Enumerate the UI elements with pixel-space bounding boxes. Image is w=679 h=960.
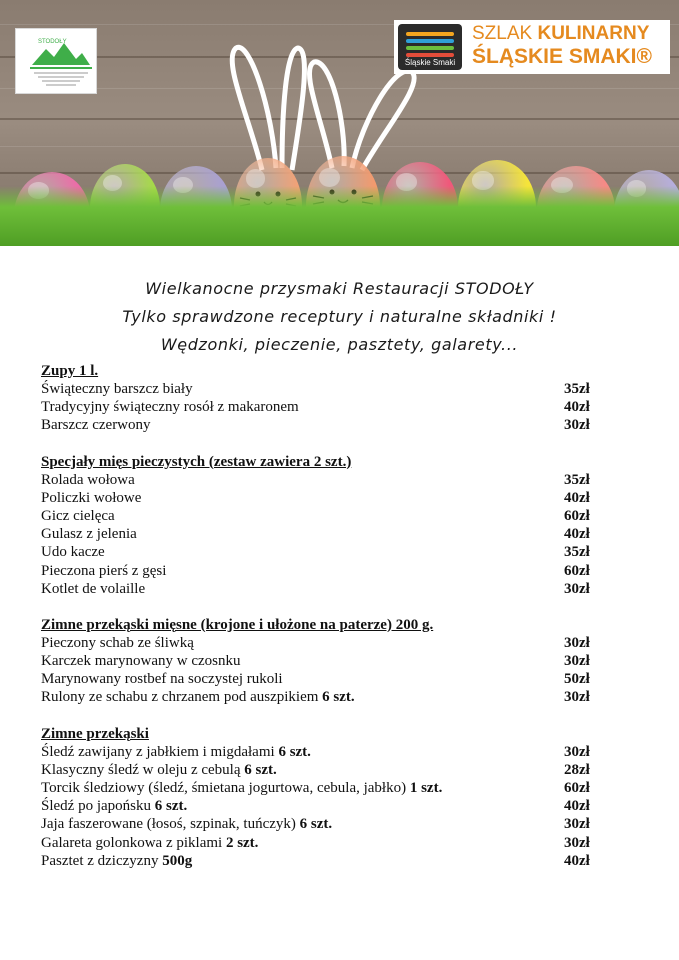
heading-line-2: Tylko sprawdzone receptury i naturalne składniki ! bbox=[122, 307, 557, 326]
price: 30zł bbox=[564, 417, 590, 434]
section-title-roasts: Specjały mięs pieczystych (zestaw zawiera 2 szt.) bbox=[41, 453, 352, 470]
slaskie-smaki-caption: Śląskie Smaki bbox=[404, 58, 456, 67]
grass bbox=[0, 186, 679, 246]
heading-line-1: Wielkanocne przysmaki Restauracji STODOŁY bbox=[145, 279, 534, 298]
easter-banner bbox=[0, 0, 679, 246]
price: 40zł bbox=[564, 526, 590, 543]
section-title-cold-starters: Zimne przekąski bbox=[41, 725, 149, 742]
menu-item: Marynowany rostbef na soczystej rukoli 50zł bbox=[41, 671, 590, 688]
menu-item: Tradycyjny świąteczny rosół z makaronem 40zł bbox=[41, 399, 590, 416]
price: 28zł bbox=[564, 761, 590, 778]
price: 30zł bbox=[564, 834, 590, 851]
price: 35zł bbox=[564, 544, 590, 561]
menu-item: Gulasz z jelenia 40zł bbox=[41, 526, 590, 543]
price: 60zł bbox=[564, 780, 590, 796]
menu-item: Karczek marynowany w czosnku 30zł bbox=[41, 653, 590, 670]
price: 60zł bbox=[564, 562, 590, 579]
section-title-cold-meats: Zimne przekąski mięsne (krojone i ułożone na paterze) 200 g. bbox=[41, 616, 434, 633]
menu-item: Barszcz czerwony 30zł bbox=[41, 417, 590, 434]
price: 40zł bbox=[564, 852, 590, 869]
price: 35zł bbox=[564, 471, 590, 488]
szlak-kulinarny-logo bbox=[394, 20, 670, 74]
price: 35zł bbox=[564, 381, 590, 397]
stodoly-logo-text: STODOŁY bbox=[38, 39, 67, 45]
price: 30zł bbox=[564, 689, 590, 706]
szlak-kulinarny-text: SZLAK KULINARNY bbox=[472, 23, 650, 44]
stodoly-logo bbox=[15, 28, 97, 94]
price: 30zł bbox=[564, 816, 590, 833]
price: 60zł bbox=[564, 507, 590, 524]
menu-item: Rolada wołowa 35zł bbox=[41, 471, 590, 488]
menu-item: Pieczona pierś z gęsi 60zł bbox=[41, 562, 590, 579]
menu-item: Gicz cielęca 60zł bbox=[41, 507, 590, 524]
menu-item: Pasztet z dziczyzny 500g 40zł bbox=[41, 852, 590, 869]
menu-item: Klasyczny śledź w oleju z cebulą 6 szt. 28zł bbox=[41, 761, 590, 778]
menu-item: Torcik śledziowy (śledź, śmietana jogurtowa, cebula, jabłko) 1 szt. 60zł bbox=[41, 780, 590, 796]
menu-item: Śledź zawijany z jabłkiem i migdałami 6 szt. 30zł bbox=[41, 743, 590, 760]
price: 30zł bbox=[564, 653, 590, 670]
price: 30zł bbox=[564, 634, 590, 651]
menu-list bbox=[41, 362, 641, 870]
menu-item: Pieczony schab ze śliwką 30zł bbox=[41, 634, 590, 651]
menu-item: Śledź po japońsku 6 szt. 40zł bbox=[41, 798, 590, 815]
price: 30zł bbox=[564, 580, 590, 597]
menu-item: Policzki wołowe 40zł bbox=[41, 489, 590, 506]
heading-line-3: Wędzonki, pieczenie, pasztety, galarety... bbox=[160, 335, 519, 354]
section-title-soups: Zupy 1 l. bbox=[41, 363, 99, 379]
price: 40zł bbox=[564, 399, 590, 416]
price: 50zł bbox=[564, 671, 590, 688]
slaskie-smaki-text: ŚLĄSKIE SMAKI® bbox=[472, 45, 652, 68]
price: 30zł bbox=[564, 743, 590, 760]
price: 40zł bbox=[564, 798, 590, 815]
menu-item: Udo kacze 35zł bbox=[41, 544, 590, 561]
cutlery-icon bbox=[398, 26, 462, 62]
price: 40zł bbox=[564, 489, 590, 506]
menu-item: Kotlet de volaille 30zł bbox=[41, 580, 590, 597]
menu-item: Jaja faszerowane (łosoś, szpinak, tuńczyk) 6 szt. 30zł bbox=[41, 816, 590, 833]
menu-item: Świąteczny barszcz biały 35zł bbox=[41, 381, 590, 397]
slaskie-smaki-icon bbox=[398, 24, 462, 70]
menu-item: Galareta golonkowa z piklami 2 szt. 30zł bbox=[41, 834, 590, 851]
menu-item: Rulony ze schabu z chrzanem pod auszpikiem 6 szt. 30zł bbox=[41, 689, 590, 706]
